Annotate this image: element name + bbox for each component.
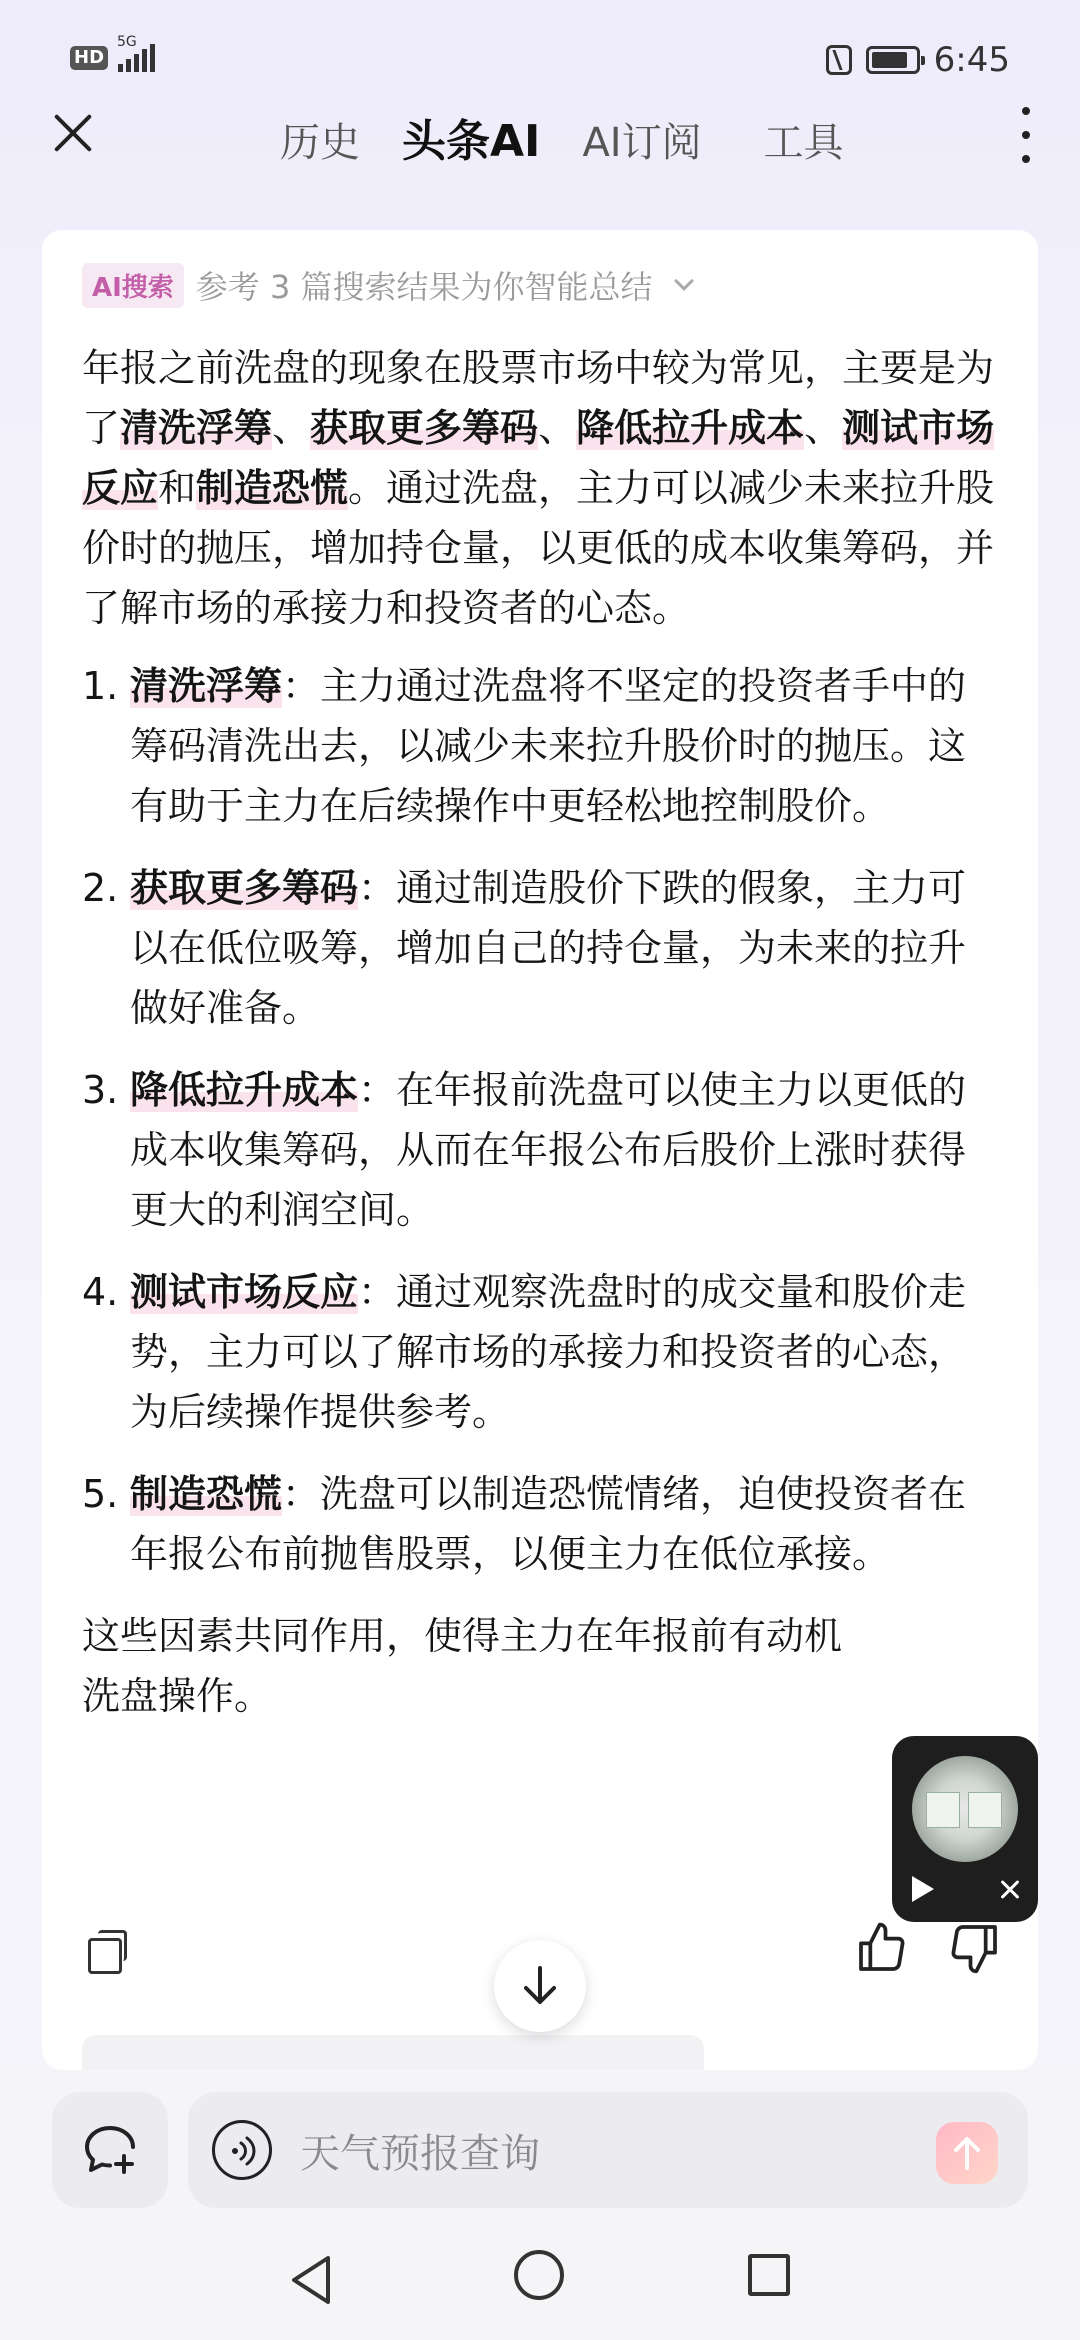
new-chat-button[interactable] — [52, 2092, 168, 2208]
close-icon[interactable] — [44, 105, 100, 161]
ai-search-header[interactable] — [82, 262, 691, 308]
hd-badge: HD — [70, 46, 108, 70]
conclusion-paragraph: 这些因素共同作用，使得主力在年报前有动机洗盘操作。 — [82, 1614, 843, 1718]
tab-bar — [280, 105, 886, 169]
related-card-stub — [82, 2035, 704, 2070]
clock: 6:45 — [933, 40, 1010, 80]
nfc-icon — [826, 45, 852, 75]
list-item: 2. 获取更多筹码：通过制造股价下跌的假象，主力可以在低位吸筹，增加自己的持仓量，为未来的拉升做好准备。 — [82, 866, 967, 1030]
intro-paragraph: 年报之前洗盘的现象在股票市场中较为常见，主要是为了清洗浮筹、获取更多筹码、降低拉升成本、测试市场反应和制造恐慌。通过洗盘，主力可以减少未来拉升股价时的抛压，增加持仓量，以更低的成本收集筹码，并了解市场的承接力和投资者的心态。 — [82, 346, 995, 630]
play-icon[interactable] — [912, 1876, 934, 1902]
system-nav-bar — [0, 2240, 1080, 2340]
arrow-up-icon — [952, 2134, 982, 2172]
ai-search-badge: AI搜索 — [82, 263, 184, 308]
more-options-icon[interactable] — [1016, 107, 1036, 163]
back-icon[interactable] — [288, 2254, 334, 2306]
message-input[interactable] — [188, 2092, 1028, 2208]
new-chat-icon — [82, 2122, 138, 2178]
voice-input-icon[interactable] — [212, 2120, 272, 2180]
list-item: 4. 测试市场反应：通过观察洗盘时的成交量和股价走势，主力可以了解市场的承接力和投资者的心态，为后续操作提供参考。 — [82, 1270, 967, 1434]
tab-toutiao-ai[interactable]: 头条AI — [402, 116, 541, 167]
chevron-down-icon — [674, 271, 694, 291]
answer-text — [82, 338, 1002, 1744]
top-nav — [0, 95, 1080, 175]
thumbs-up-icon[interactable] — [854, 1920, 910, 1976]
answer-card — [42, 230, 1038, 2070]
scroll-down-button[interactable] — [494, 1940, 586, 2032]
list-item: 3. 降低拉升成本：在年报前洗盘可以使主力以更低的成本收集筹码，从而在年报公布后股价上涨时获得更大的利润空间。 — [82, 1068, 967, 1232]
battery-icon — [866, 46, 920, 74]
list-item: 1. 清洗浮筹：主力通过洗盘将不坚定的投资者手中的筹码清洗出去，以减少未来拉升股价时的抛压。这有助于主力在后续操作中更轻松地控制股价。 — [82, 664, 967, 828]
reason-list — [82, 656, 1002, 1584]
close-icon[interactable] — [998, 1878, 1022, 1902]
battery-fill — [872, 52, 908, 68]
tab-history[interactable]: 历史 — [280, 120, 360, 166]
copy-icon[interactable] — [88, 1930, 128, 1970]
source-summary: 参考 3 篇搜索结果为你智能总结 — [195, 268, 653, 306]
send-button[interactable] — [936, 2122, 998, 2184]
video-thumbnail[interactable] — [912, 1756, 1018, 1862]
tab-ai-subscribe[interactable]: AI订阅 — [582, 120, 702, 166]
floating-video-player[interactable] — [892, 1736, 1038, 1922]
recent-apps-icon[interactable] — [748, 2254, 790, 2296]
list-item: 5. 制造恐慌：洗盘可以制造恐慌情绪，迫使投资者在年报公布前抛售股票，以便主力在低位承接。 — [82, 1472, 967, 1576]
home-icon[interactable] — [514, 2250, 564, 2300]
arrow-down-icon — [520, 1964, 560, 2008]
input-placeholder: 天气预报查询 — [300, 2131, 540, 2177]
status-left — [70, 34, 185, 72]
thumbs-down-icon[interactable] — [946, 1920, 1002, 1976]
network-type: 5G — [117, 34, 137, 50]
tab-tools[interactable]: 工具 — [763, 120, 844, 166]
status-right — [826, 40, 1010, 80]
